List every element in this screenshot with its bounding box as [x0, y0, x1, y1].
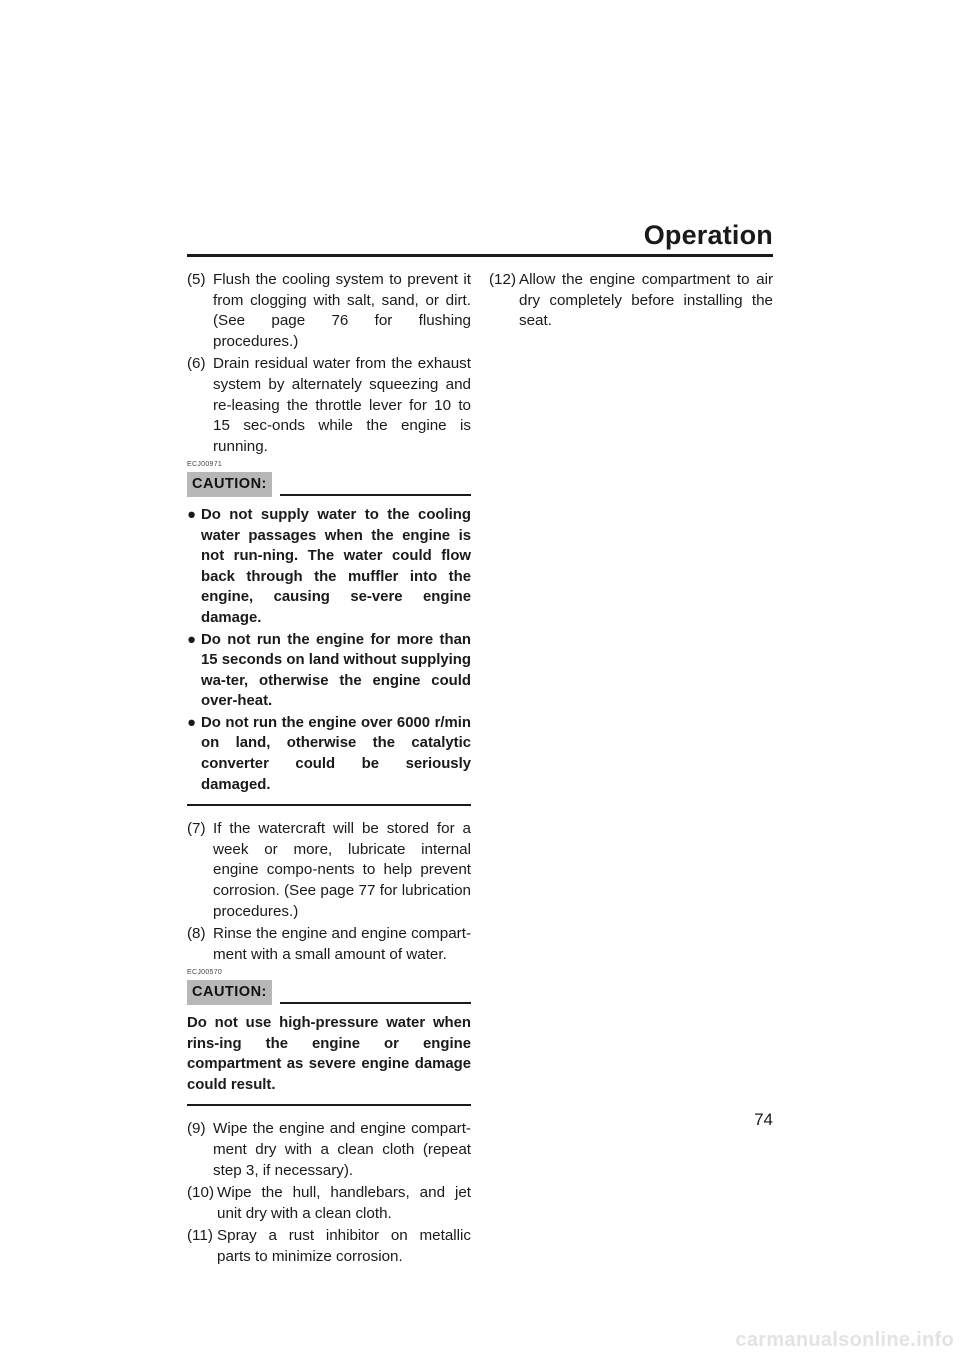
- step-text: Wipe the engine and engine compart-ment dry with a clean cloth (repeat step 3, if necessary).: [213, 1120, 471, 1179]
- caution-rule: [280, 1002, 471, 1004]
- bullet-text: Do not run the engine over 6000 r/min on land, otherwise the catalytic converter could be seriously damaged.: [201, 714, 471, 793]
- step-text: Flush the cooling system to prevent it from clogging with salt, sand, or dirt. (See page 76 for flushing procedures.): [213, 271, 471, 350]
- step-number: (7): [187, 820, 206, 838]
- step-text: Allow the engine compartment to air dry completely before installing the seat.: [519, 271, 773, 330]
- caution-body: Do not use high-pressure water when rins-ing the engine or engine compartment as severe engine damage could result.: [187, 1015, 471, 1093]
- step-text: If the watercraft will be stored for a week or more, lubricate internal engine compo-nents to help prevent corrosion. (See page 77 for lubrication procedures.): [213, 820, 471, 920]
- step-8: [187, 924, 471, 965]
- step-number: (11): [187, 1227, 213, 1245]
- left-column: [187, 270, 471, 1270]
- caution-header: [187, 472, 471, 497]
- caution-code: ECJ00570: [187, 969, 223, 977]
- caution-header: [187, 980, 471, 1005]
- watermark: carmanualsonline.info: [735, 1329, 954, 1351]
- header-rule: [187, 254, 773, 257]
- step-number: (6): [187, 355, 206, 373]
- step-6: [187, 354, 471, 457]
- step-number: (12): [489, 271, 517, 288]
- caution-bullet: [187, 505, 471, 629]
- step-7: [187, 819, 471, 922]
- step-number: (5): [187, 271, 206, 288]
- step-9: [187, 1119, 471, 1181]
- step-number: (8): [187, 925, 206, 943]
- caution-rule: [280, 494, 471, 496]
- step-number: (10): [187, 1184, 215, 1202]
- step-5: [187, 270, 471, 352]
- caution-code: ECJ00971: [187, 461, 223, 469]
- bullet-text: Do not run the engine for more than 15 seconds on land without supplying wa-ter, otherwise the engine could over-heat.: [201, 631, 471, 710]
- bullet-icon: ●: [187, 631, 196, 648]
- step-11: [187, 1226, 471, 1267]
- bullet-text: Do not supply water to the cooling water passages when the engine is not run-ning. The water could flow back through the muffler into the engine, causing se-vere engine damage.: [201, 506, 471, 626]
- page-title: Operation: [643, 220, 773, 250]
- caution-end-rule: [187, 804, 471, 806]
- caution-bullet: [187, 713, 471, 795]
- page-number: 74: [754, 1110, 773, 1129]
- step-text: Wipe the hull, handlebars, and jet unit dry with a clean cloth.: [217, 1184, 471, 1222]
- caution-end-rule: [187, 1104, 471, 1106]
- caution-label: CAUTION:: [187, 980, 272, 1005]
- bullet-icon: ●: [187, 714, 196, 731]
- right-column: [489, 270, 773, 334]
- caution-bullet: [187, 630, 471, 712]
- caution-body: [187, 505, 471, 795]
- caution-label: CAUTION:: [187, 472, 272, 497]
- step-text: Drain residual water from the exhaust system by alternately squeezing and re-leasing the throttle lever for 10 to 15 sec-onds while the engine is running.: [213, 355, 471, 455]
- step-10: [187, 1183, 471, 1224]
- step-text: Rinse the engine and engine compart-ment with a small amount of water.: [213, 925, 471, 963]
- step-number: (9): [187, 1120, 206, 1138]
- bullet-icon: ●: [187, 506, 196, 523]
- step-text: Spray a rust inhibitor on metallic parts to minimize corrosion.: [217, 1227, 471, 1265]
- step-12: [489, 270, 773, 332]
